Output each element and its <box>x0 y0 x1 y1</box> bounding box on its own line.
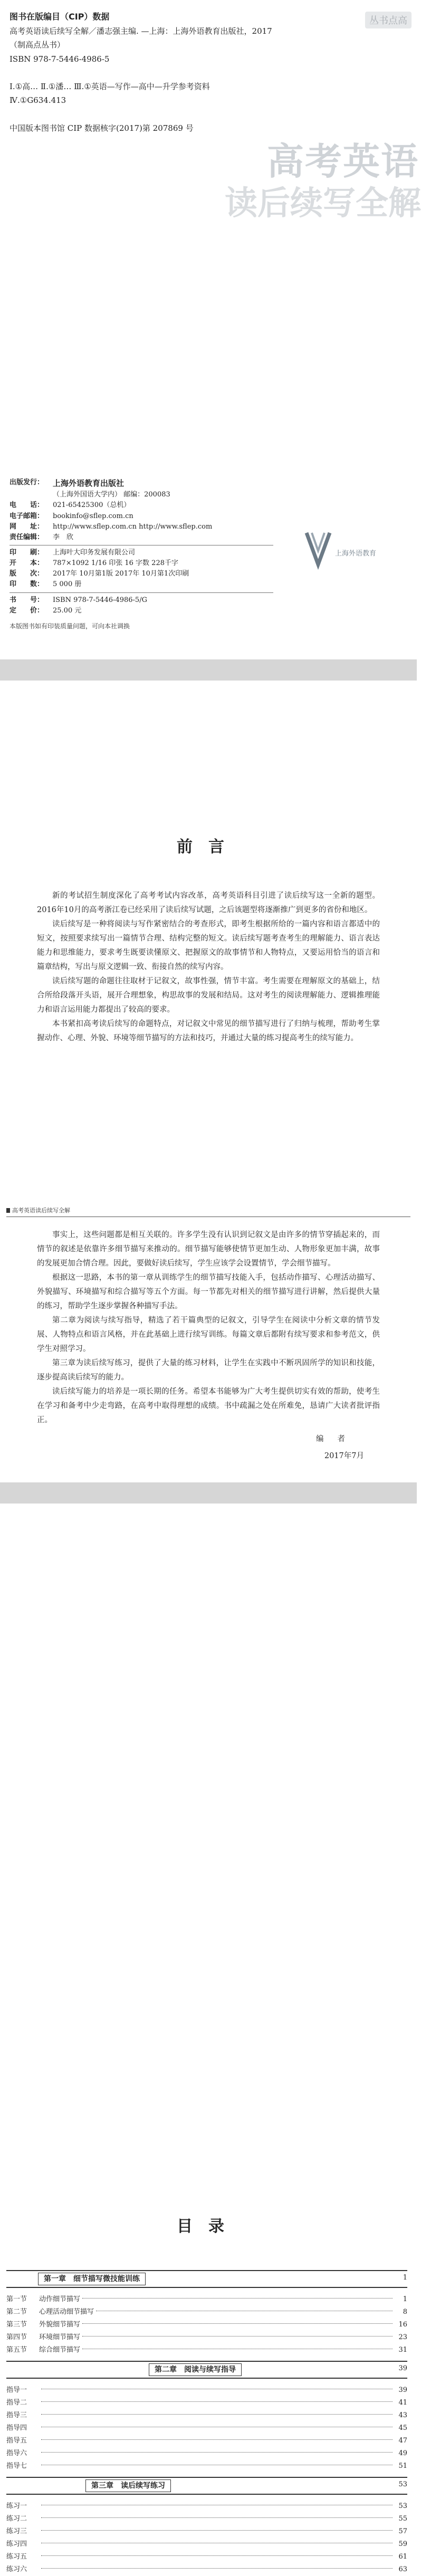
entry-number: 指导五 <box>6 2437 27 2445</box>
info-value: 上海叶大印务发展有限公司 <box>53 548 136 557</box>
entry-number: 指导六 <box>6 2449 27 2457</box>
entry-page: 8 <box>403 2308 407 2316</box>
info-label: 开 本： <box>9 559 44 568</box>
toc-entry <box>6 2513 407 2525</box>
info-value: 李 欣 <box>53 533 74 541</box>
entry-number: 练习三 <box>6 2527 27 2535</box>
toc-entry <box>6 2563 407 2576</box>
info-label: 责任编辑： <box>9 533 44 541</box>
chapter-page: 39 <box>398 2364 407 2372</box>
info-row <box>9 579 305 590</box>
preface-text-part2 <box>37 1228 380 1428</box>
entry-number: 第四节 <box>6 2333 27 2341</box>
entry-number: 练习六 <box>6 2565 27 2573</box>
leader-dots <box>82 2323 393 2324</box>
price-rows <box>9 595 305 616</box>
cip-line: ISBN 978-7-5446-4986-5 <box>9 54 110 64</box>
paragraph: 事实上，这些问题都是相互关联的。许多学生没有认识到记叙文是由许多的情节穿插起来的，而情节的叙述是依靠许多细节描写来推动的。细节描写能够使情节更加生动、人物形象更加丰满，故事的发展更加合情合理。因此，要做好读后续写，学生应该学会设置情节，学会细节描写。 <box>37 1231 380 1268</box>
entry-page: 39 <box>398 2386 407 2394</box>
entry-number: 第三节 <box>6 2321 27 2329</box>
info-row <box>9 522 305 532</box>
info-label: 网 址： <box>9 522 44 531</box>
info-value: http://www.sflep.com.cn http://www.sflep.com <box>53 522 213 531</box>
paragraph: 本书紧扣高考读后续写的命题特点，对记叙文中常见的细节描写进行了归纳与梳理，帮助考生掌握动作、心理、外貌、环境等细节描写的方法和技巧，并通过大量的练习提高考生的续写能力。 <box>37 1019 380 1042</box>
cip-line: 高考英语读后续写全解／潘志强主编. —上海：上海外语教育出版社，2017 <box>9 26 272 36</box>
watermark-subtitle: 读后续写全解 <box>224 184 421 222</box>
publisher-name: 上海外语教育出版社 <box>53 478 125 488</box>
info-row <box>9 532 305 543</box>
entry-title: 综合细节描写 <box>39 2346 81 2354</box>
entry-title: 外貌细节描写 <box>39 2321 81 2329</box>
info-row <box>9 511 305 522</box>
entry-page: 43 <box>398 2411 407 2419</box>
toc-page <box>0 1504 417 2573</box>
toc-entry <box>6 2293 407 2306</box>
preface-text-part1 <box>37 889 380 1046</box>
info-label: 版 次： <box>9 570 44 578</box>
entry-page: 47 <box>398 2437 407 2445</box>
info-value: bookinfo@sflep.com.cn <box>53 512 133 520</box>
leader-dots <box>41 2530 393 2531</box>
chapter-page: 1 <box>403 2274 407 2282</box>
entry-page: 57 <box>398 2527 407 2535</box>
cip-line: Ⅰ.①高… Ⅱ.①潘… Ⅲ.①英语—写作—高中—升学参考资料 <box>9 82 210 91</box>
info-row <box>9 500 305 511</box>
info-label: 印 数： <box>9 580 44 589</box>
entry-number: 指导二 <box>6 2399 27 2407</box>
toc-entry <box>6 2525 407 2538</box>
leader-dots <box>82 2298 393 2299</box>
page-gap <box>0 1482 417 1504</box>
toc-entry <box>6 2331 407 2344</box>
chapter-page: 53 <box>398 2481 407 2488</box>
toc-entry <box>6 2409 407 2422</box>
info-row <box>9 595 305 606</box>
contact-rows <box>9 500 305 543</box>
entry-page: 1 <box>403 2295 407 2303</box>
entry-page: 59 <box>398 2540 407 2548</box>
quality-notice: 本版图书如有印装质量问题，可向本社调换 <box>9 622 130 630</box>
chapter-title: 第一章 细节描写微技能训练 <box>38 2273 146 2285</box>
publisher-logo-text: 上海外语教育 <box>335 550 377 558</box>
entry-page: 49 <box>398 2449 407 2457</box>
publisher-label: 出版发行： <box>9 478 44 486</box>
info-value: 2017年 10月第1版 2017年 10月第1次印刷 <box>53 570 189 578</box>
entry-title: 环境细节描写 <box>39 2333 81 2341</box>
cip-block <box>9 9 284 135</box>
cip-line <box>9 108 284 121</box>
entry-number: 第二节 <box>6 2308 27 2316</box>
entry-page: 51 <box>398 2462 407 2470</box>
copyright-page <box>0 0 421 659</box>
entry-page: 16 <box>398 2321 407 2329</box>
divider <box>9 592 273 593</box>
toc-entry <box>6 2447 407 2460</box>
entry-number: 练习四 <box>6 2540 27 2548</box>
preface-page <box>0 681 417 1482</box>
entry-page: 63 <box>398 2565 407 2573</box>
toc-entry <box>6 2397 407 2409</box>
entry-title: 动作细节描写 <box>39 2295 81 2303</box>
entry-page: 53 <box>398 2502 407 2510</box>
cip-line: （制高点丛书） <box>9 40 65 50</box>
watermark-title: 高考英语 <box>267 140 419 183</box>
toc-title: 目录 <box>177 2217 240 2236</box>
toc-entry <box>6 2422 407 2435</box>
entry-number: 练习五 <box>6 2553 27 2561</box>
entry-number: 指导一 <box>6 2386 27 2394</box>
preface-title: 前言 <box>177 838 240 856</box>
entry-page: 41 <box>398 2399 407 2407</box>
toc-entry <box>6 2538 407 2551</box>
paragraph: 根据这一思路，本书的第一章从训练学生的细节描写技能入手，包括动作描写、心理活动描写、外貌描写、环境描写和综合描写等五个方面。每一节都先对相关的细节描写进行讲解，然后提供大量的练习，帮助学生逐步掌握各种描写手法。 <box>37 1273 380 1310</box>
paragraph: 读后续写是一种将阅读与写作紧密结合的考查形式，即考生根据所给的一篇内容和语言都适中的短文，按照要求续写出一篇情节合理、结构完整的短文。读后续写题考查考生的理解能力、语言表达能力和思维能力，要求考生既要读懂原文、把握原文的故事情节和人物特点，又要运用恰当的语言和篇章结构，写出与原文逻辑一致、衔接自然的续写内容。 <box>37 920 380 971</box>
toc-entry <box>6 2500 407 2513</box>
entry-number: 第五节 <box>6 2346 27 2354</box>
info-label: 电 话： <box>9 501 44 510</box>
publisher-address: （上海外国语大学内） 邮编：200083 <box>53 491 170 499</box>
print-rows <box>9 548 305 590</box>
entry-page: 61 <box>398 2553 407 2561</box>
entry-number: 练习二 <box>6 2515 27 2523</box>
cip-line <box>9 66 284 80</box>
entry-number: 第一节 <box>6 2295 27 2303</box>
preface-date: 2017年7月 <box>324 1452 364 1460</box>
chapter-title: 第二章 阅读与续写指导 <box>149 2363 242 2376</box>
paragraph: 新的考试招生制度深化了高考考试内容改革，高考英语科目引进了读后续写这一全新的题型。2016年10月的高考浙江卷已经采用了读后续写试题，之后该题型将逐渐推广到更多的省份和地区。 <box>37 892 380 914</box>
info-row <box>9 548 305 558</box>
entry-page: 31 <box>398 2346 407 2354</box>
toc-entry <box>6 2384 407 2397</box>
toc-entry <box>6 2460 407 2473</box>
leader-dots <box>41 2439 393 2440</box>
info-label: 电子邮箱： <box>9 512 44 520</box>
publisher-address-row <box>9 490 305 500</box>
paragraph: 第二章为阅读与续写指导，精选了若干篇典型的记叙文，引导学生在阅读中分析文章的情节发展、人物特点和语言风格，并在此基础上进行续写训练。每篇文章后都附有续写要求和参考范文，供学生对照学习。 <box>37 1316 380 1353</box>
leader-dots <box>41 2517 393 2518</box>
info-label: 定 价： <box>9 606 44 615</box>
cip-heading: 图书在版编目（CIP）数据 <box>9 12 110 22</box>
cip-lines <box>9 24 284 135</box>
chapter-heading <box>6 2270 407 2288</box>
entry-number: 指导七 <box>6 2462 27 2470</box>
toc-entry <box>6 2306 407 2319</box>
publisher-info <box>9 477 305 631</box>
entry-number: 指导三 <box>6 2411 27 2419</box>
entry-title: 心理活动细节描写 <box>39 2308 94 2316</box>
publisher-logo-icon <box>303 528 333 570</box>
info-value: ISBN 978-7-5446-4986-5/G <box>53 596 147 604</box>
chapter-title: 第三章 读后续写练习 <box>85 2479 171 2492</box>
toc-entry <box>6 2344 407 2357</box>
leader-dots <box>41 2452 393 2453</box>
info-row <box>9 606 305 616</box>
cip-line: 中国版本图书馆 CIP 数据核字(2017)第 207869 号 <box>9 123 194 133</box>
leader-dots <box>41 2568 393 2569</box>
toc-entry <box>6 2319 407 2331</box>
entry-page: 23 <box>398 2333 407 2341</box>
cip-line: Ⅳ.①G634.413 <box>9 95 66 106</box>
page-gap <box>0 659 417 681</box>
entry-page: 45 <box>398 2424 407 2432</box>
entry-number: 练习一 <box>6 2502 27 2510</box>
series-tag: 丛书点高 <box>365 12 412 28</box>
leader-dots <box>41 2555 393 2556</box>
paragraph: 读后续写题的命题往往取材于记叙文，故事性强，情节丰富。考生需要在理解原文的基础上，结合所给段落开头语，展开合理想象，构思故事的发展和结局。这对考生的阅读理解能力、逻辑推理能力和语言运用能力都提出了较高的要求。 <box>37 976 380 1014</box>
toc-entry <box>6 2551 407 2563</box>
toc-entry <box>6 2435 407 2447</box>
preface-signature: 编者 <box>316 1435 359 1443</box>
info-value: 021-65425300（总机） <box>53 501 131 510</box>
info-label: 印 刷： <box>9 548 44 557</box>
info-row <box>9 558 305 569</box>
table-of-contents <box>6 2266 407 2576</box>
info-value: 787×1092 1/16 印张 16 字数 228千字 <box>53 559 178 568</box>
running-head: 高考英语读后续写全解 <box>6 1206 70 1214</box>
info-row <box>9 569 305 579</box>
paragraph: 第三章为读后续写练习，提供了大量的练习材料，让学生在实践中不断巩固所学的知识和技能，逐步提高读后续写的能力。 <box>37 1358 380 1382</box>
paragraph: 读后续写能力的培养是一项长期的任务。希望本书能够为广大考生提供切实有效的帮助，使考生在学习和备考中少走弯路，在高考中取得理想的成绩。书中疏漏之处在所难免，恳请广大读者批评指正。 <box>37 1387 380 1424</box>
info-label: 书 号： <box>9 596 44 604</box>
entry-page: 55 <box>398 2515 407 2523</box>
leader-dots <box>41 2414 393 2415</box>
publisher-logo <box>303 528 404 575</box>
chapter-heading <box>6 2477 407 2495</box>
publisher-row <box>9 477 305 490</box>
info-value: 25.00 元 <box>53 606 82 615</box>
cover-watermark <box>224 0 421 274</box>
entry-number: 指导四 <box>6 2424 27 2432</box>
info-value: 5 000 册 <box>53 580 82 589</box>
chapter-heading <box>6 2361 407 2379</box>
leader-dots <box>41 2401 393 2402</box>
